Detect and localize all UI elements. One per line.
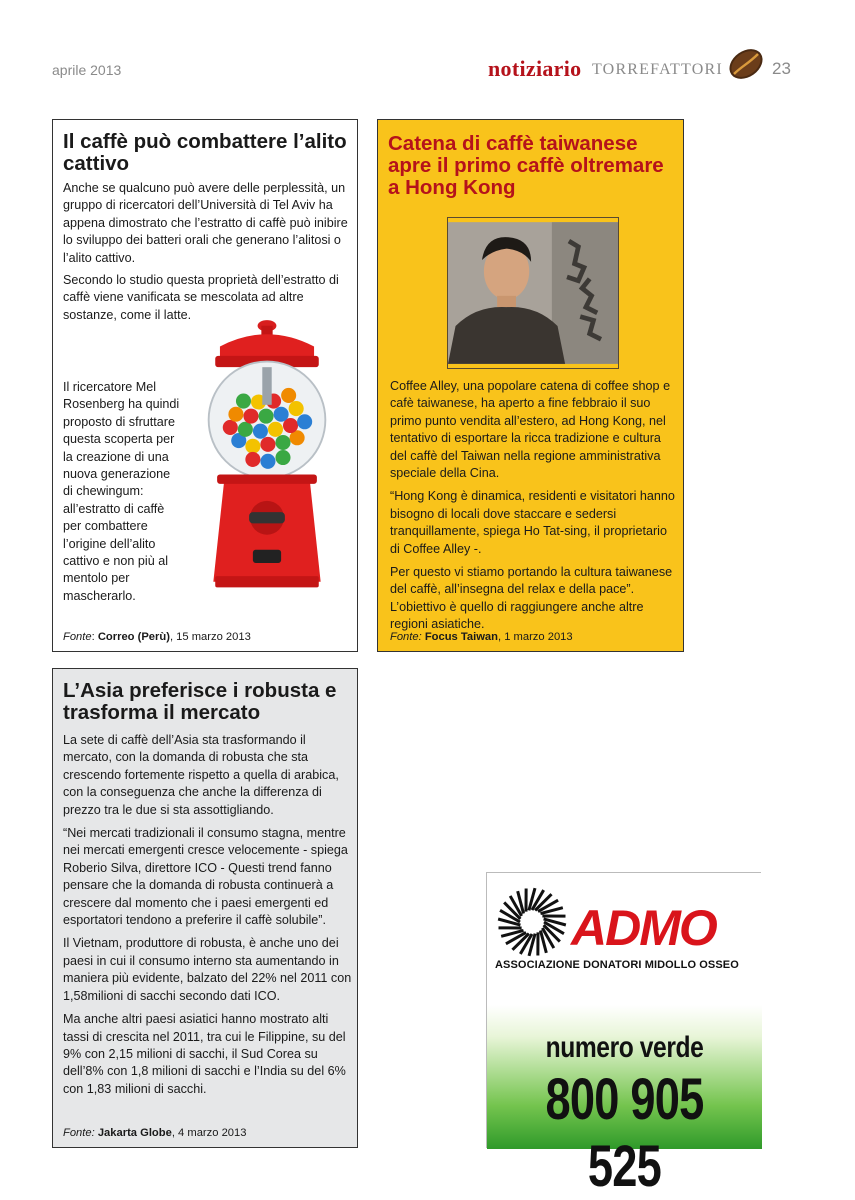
source-label: Fonte: bbox=[63, 1127, 95, 1139]
ad-label: numero verde bbox=[545, 1031, 704, 1064]
source-date: , 15 marzo 2013 bbox=[169, 631, 251, 643]
article-coffee-bad-breath bbox=[52, 119, 358, 652]
brand-torrefattori: TORREFATTORI bbox=[592, 61, 723, 78]
source-label: Fonte bbox=[63, 631, 92, 643]
ad-org-name: ASSOCIAZIONE DONATORI MIDOLLO OSSEO bbox=[495, 959, 739, 971]
source-name: Correo (Perù) bbox=[97, 631, 170, 643]
paragraph: La sete di caffè dell’Asia sta trasformando il mercato, con la domanda di robusta che sta crescendo fortemente rispetto a quella di arabica, con la conseguenza che anche la differenza di prezzo tra le due si sta assottigliando. bbox=[63, 733, 339, 817]
brand-notiziario: notiziario bbox=[488, 56, 582, 81]
article-source bbox=[63, 1127, 246, 1139]
paragraph: Ma anche altri paesi asiatici hanno mostrato alti tassi di crescita nel 2011, tra cui le Filippine, su del 9% con 2,15 milioni di sacchi, il Sud Corea su dell’8% con 1,8 milioni di sacchi e l’India su del 6% con 1,83 milioni di sacchi. bbox=[63, 1012, 346, 1096]
coffee-bean-icon bbox=[726, 44, 766, 84]
article-asia-robusta bbox=[52, 668, 358, 1148]
source-name: Jakarta Globe bbox=[97, 1127, 172, 1139]
article-title: L’Asia preferisce i robusta e trasforma il mercato bbox=[63, 679, 337, 724]
paragraph: Secondo lo studio questa proprietà dell’estratto di caffè viene vanificata se mescolata ad altre sostanze, come il latte. bbox=[63, 273, 339, 322]
ad-logo-text: ADMO bbox=[571, 900, 716, 956]
article-body-narrow bbox=[63, 379, 181, 611]
paragraph: “Nei mercati tradizionali il consumo stagna, mentre nei mercati emergenti cresce velocemente - spiega Roberio Silva, direttore ICO - Questi trend fanno pensare che la domanda di robusta continuerà a crescere dal momento che i paesi emergenti ed esportatori tendono a preferire il caffè solubile”. bbox=[63, 826, 348, 928]
paragraph: Il ricercatore Mel Rosenberg ha quindi proposto di sfruttare questa scoperta per la creazione di una nuova generazione di chewingum: all’estratto di caffè per combattere l’origine dell’alito cattivo e non più al mentolo per mascherarlo. bbox=[63, 380, 180, 603]
paragraph: Anche se qualcuno può avere delle perplessità, un gruppo di ricercatori dell’Università di Tel Aviv ha appena dimostrato che l’estratto di caffè può inibire lo sviluppo dei batteri orali che generano l’alitosi o l’alito cattivo. bbox=[63, 181, 348, 265]
article-body bbox=[63, 732, 355, 1104]
article-body-intro bbox=[63, 180, 355, 273]
admo-advertisement bbox=[486, 872, 761, 1199]
article-source: Fonte: Correo (Perù), 15 marzo 2013 bbox=[63, 631, 251, 643]
page-number: 23 bbox=[772, 59, 791, 78]
paragraph: Per questo vi stiamo portando la cultura taiwanese del caffè, all’insegna del relax e della pace”. L’obiettivo è quello di raggiungere anche altre regioni asiatiche. bbox=[390, 565, 673, 632]
gumball-machine-image bbox=[187, 305, 347, 595]
paragraph: Coffee Alley, una popolare catena di coffee shop e cafè taiwanese, ha aperto a fine febbraio il suo primo punto vendita all’estero, ad Hong Kong, nel tentativo di esportare la ricca tradizione e cultura del caffè del Taiwan nella regione amministrativa speciale della Cina. bbox=[390, 379, 671, 481]
ad-phone-number: 800 905 525 bbox=[545, 1067, 704, 1199]
source-name: Focus Taiwan bbox=[424, 631, 498, 643]
ad-logo-area bbox=[487, 873, 762, 1005]
article-title: Il caffè può combattere l’alito cattivo bbox=[63, 130, 347, 175]
source-date: , 4 marzo 2013 bbox=[171, 1127, 247, 1139]
article-body bbox=[390, 378, 680, 640]
paragraph: Il Vietnam, produttore di robusta, è anche uno dei paesi in cui il consumo interno sta aumentando in maniera più evidente, balzato del 22% nel 2011 con 1,58milioni di sacchi secondo dati ICO. bbox=[63, 936, 352, 1003]
issue-date: aprile 2013 bbox=[52, 62, 122, 78]
article-body-side bbox=[63, 306, 183, 323]
source-label: Fonte: bbox=[390, 631, 422, 643]
portrait-photo bbox=[447, 217, 619, 369]
article-source bbox=[390, 631, 573, 643]
paragraph: “Hong Kong è dinamica, residenti e visitatori hanno bisogno di locali dove staccare e sedersi tranquillamente, spiega Ho Tat-sing, il proprietario di Coffee Alley -. bbox=[390, 489, 675, 556]
article-taiwan-coffee-chain bbox=[377, 119, 684, 652]
article-title: Catena di caffè taiwanese apre il primo caffè oltremare a Hong Kong bbox=[388, 132, 664, 199]
sunburst-logo-icon bbox=[495, 885, 569, 959]
source-date: , 1 marzo 2013 bbox=[497, 631, 573, 643]
